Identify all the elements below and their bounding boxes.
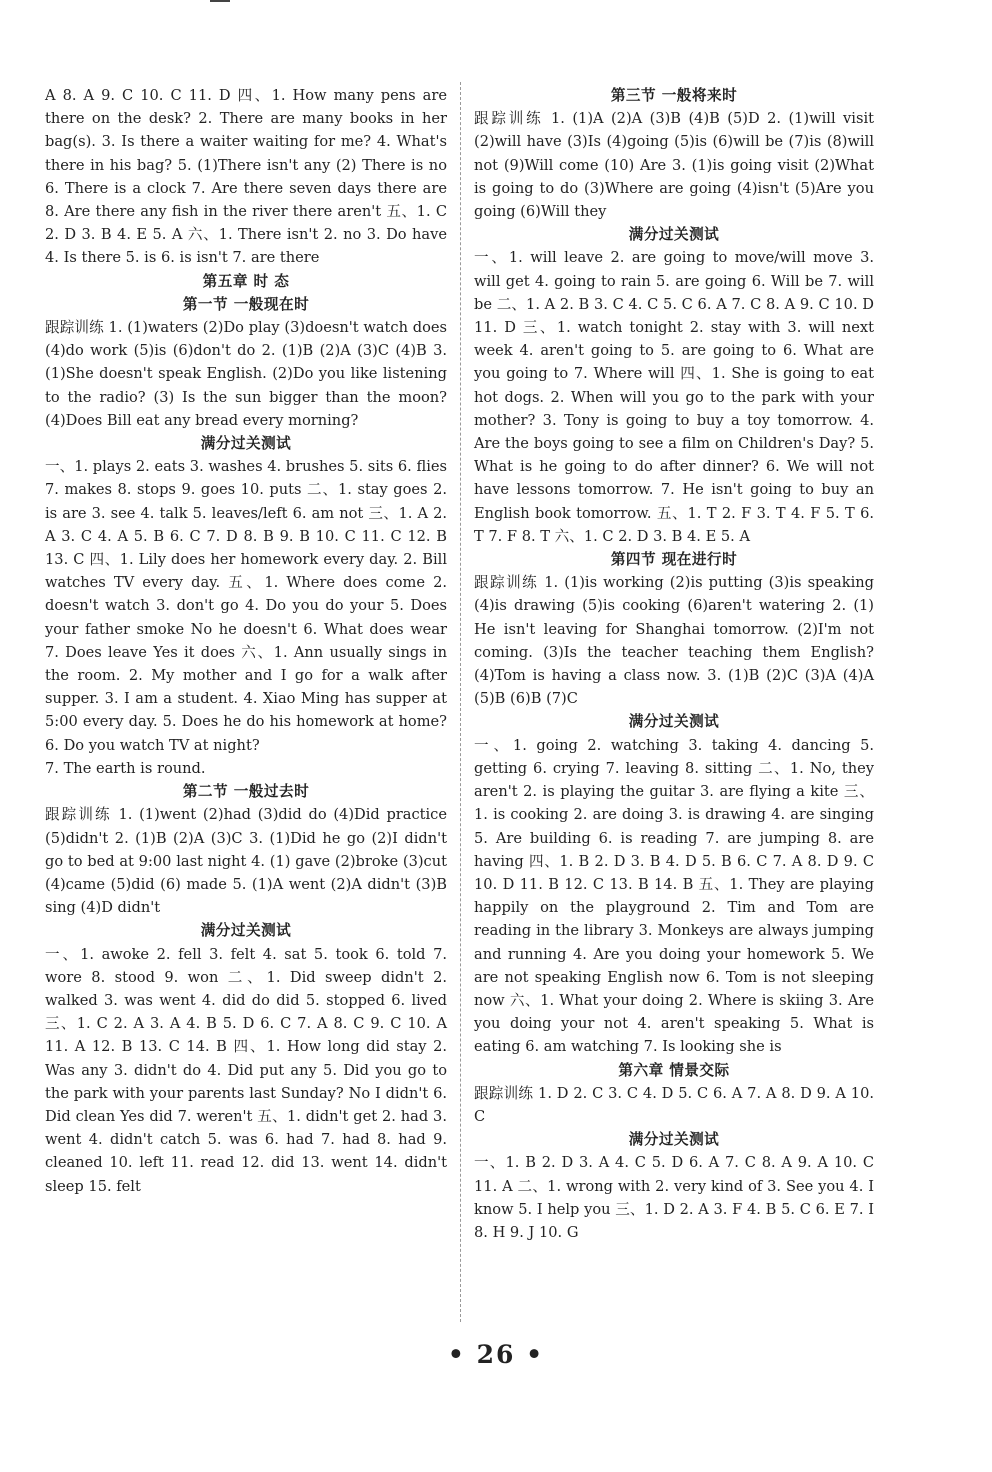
answer-block: 一、1. B 2. D 3. A 4. C 5. D 6. A 7. C 8. A 9. A 10. C 11. A 二、1. wrong with 2. very kind of 3. See you 4. I know 5. I help you 三、1. D 2. A 3. F 4. B 5. C 6. E 7. I 8. H 9. J 10. G <box>474 1154 874 1241</box>
chapter-heading: 第六章 情景交际 <box>618 1061 730 1079</box>
answer-block: 一、1. plays 2. eats 3. washes 4. brushes 5. sits 6. flies 7. makes 8. stops 9. goes 10. puts 二、1. stay goes 2. is are 3. see 4. talk 5. leaves/left 6. am not 三、1. A 2. A 3. C 4. A 5. B 6. C 7. D 8. B 9. B 10. C 11. C 12. B 13. C 四、1. Lily does her homework every day. 2. Bill watches TV every day. 五、1. Where does come 2. doesn't watch 3. don't go 4. Do you do your 5. Does your father smoke No he doesn't 6. What does wear 7. Does leave Yes it does 六、1. Ann usually sings in the room. 2. My mother and I go for a walk after supper. 3. I am a student. 4. Xiao Ming has supper at 5:00 every day. 5. Does he do his homework at home? 6. Do you watch TV at night? <box>45 458 447 754</box>
section-heading: 第一节 一般现在时 <box>182 295 310 313</box>
test-heading: 满分过关测试 <box>628 713 720 731</box>
answer-block: 跟踪训练 1. (1)A (2)A (3)B (4)B (5)D 2. (1)will visit (2)will have (3)Is (4)going (5)is (6)will be (7)is (8)will not (9)Will come (10) Are 3. (1)is going visit (2)What is going to do (3)Where are going (4)isn't (5)Are you going (6)Will they <box>474 110 874 221</box>
page-number: • 26 • <box>447 1340 545 1369</box>
answer-block: 一、1. will leave 2. are going to move/will move 3. will get 4. going to rain 5. are going 6. Will be 7. will be 二、1. A 2. B 3. C 4. C 5. C 6. A 7. C 8. A 9. C 10. D 11. D 三、1. watch tonight 2. stay with 3. will next week 4. aren't going to 5. are going to 6. What are you going to 7. Where will 四、1. She is going to eat hot dogs. 2. When will you go to the park with your mother? 3. Tony is going to buy a toy tomorrow. 4. Are the boys going to see a film on Children's Day? 5. What is he going to do after dinner? 6. We will not have lessons tomorrow. 7. He isn't going to buy an English book tomorrow. 五、1. T 2. F 3. T 4. F 5. T 6. T 7. F 8. T 六、1. C 2. D 3. B 4. E 5. A <box>474 249 874 545</box>
test-heading: 满分过关测试 <box>628 1131 720 1149</box>
answer-block: 跟踪训练 1. D 2. C 3. C 4. D 5. C 6. A 7. A 8. D 9. A 10. C <box>474 1084 874 1125</box>
section-heading: 第三节 一般将来时 <box>610 87 738 104</box>
test-heading: 满分过关测试 <box>628 226 720 244</box>
answer-block: 跟踪训练 1. (1)went (2)had (3)did do (4)Did practice (5)didn't 2. (1)B (2)A (3)C 3. (1)Did he go (2)I didn't go to bed at 9:00 last night 4. (1) gave (2)broke (3)cut (4)came (5)did (6) made 5. (1)A went (2)A didn't (3)B sing (4)D didn't <box>45 806 447 917</box>
top-mark <box>210 0 230 2</box>
answer-block: A 8. A 9. C 10. C 11. D 四、1. How many pens are there on the desk? 2. There are many books in her bag(s). 3. Is there a waiter waiting for me? 4. What's there in his bag? 5. (1)There isn't any (2) There is no 6. There is a clock 7. Are there seven days there are 8. Are there any fish in the river there aren't 五、1. C 2. D 3. B 4. E 5. A 六、1. There isn't 2. no 3. Do have 4. Is there 5. is 6. is isn't 7. are there <box>45 87 447 267</box>
test-heading: 满分过关测试 <box>200 435 292 453</box>
test-heading: 满分过关测试 <box>200 922 292 940</box>
column-divider <box>460 82 461 1322</box>
section-heading: 第二节 一般过去时 <box>182 783 310 801</box>
answer-block: 跟踪训练 1. (1)is working (2)is putting (3)is speaking (4)is drawing (5)is cooking (6)aren't watering 2. (1) He isn't leaving for Shanghai tomorrow. (2)I'm not coming. (3)Is the teacher teaching them English? (4)Tom is having a class now. 3. (1)B (2)C (3)A (4)A (5)B (6)B (7)C <box>474 574 874 708</box>
answer-block: 7. The earth is round. <box>45 759 206 777</box>
answer-block: 一、1. going 2. watching 3. taking 4. dancing 5. getting 6. crying 7. leaving 8. sitting 二、1. No, they aren't 2. is playing the guitar 3. are flying a kite 三、1. is cooking 2. are doing 3. is drawing 4. are singing 5. Are building 6. is reading 7. are jumping 8. are having 四、1. B 2. D 3. B 4. D 5. B 6. C 7. A 8. D 9. C 10. D 11. B 12. C 13. B 14. B 五、1. They are playing happily on the playground 2. Tim and Tom are reading in the library 3. Monkeys are always jumping and running 4. Are you doing your homework 5. We are not speaking English now 6. Tom is not sleeping now 六、1. What your doing 2. Where is skiing 3. Are you doing your not 4. aren't speaking 5. What is eating 6. am watching 7. Is looking she is <box>474 736 874 1056</box>
answer-block: 一、1. awoke 2. fell 3. felt 4. sat 5. took 6. told 7. wore 8. stood 9. won 二、1. Did sweep didn't 2. walked 3. was went 4. did do did 5. stopped 6. lived 三、1. C 2. A 3. A 4. B 5. D 6. C 7. A 8. C 9. C 10. A 11. A 12. B 13. C 14. B 四、1. How long did stay 2. Was any 3. didn't do 4. Did put any 5. Did you go to the park with your parents last Sunday? No I didn't 6. Did clean Yes did 7. weren't 五、1. didn't get 2. had 3. went 4. didn't catch 5. was 6. had 7. had 8. had 9. cleaned 10. left 11. read 12. did 13. went 14. didn't sleep 15. felt <box>45 945 447 1195</box>
section-heading: 第四节 现在进行时 <box>610 551 738 569</box>
right-column <box>474 84 874 1244</box>
left-column <box>45 84 447 1198</box>
answer-block: 跟踪训练 1. (1)waters (2)Do play (3)doesn't watch does (4)do work (5)is (6)don't do 2. (1)B (2)A (3)C (4)B 3. (1)She doesn't speak English. (2)Do you like listening to the radio? (3) Is the sun bigger than the moon? (4)Does Bill eat any bread every morning? <box>45 319 447 429</box>
chapter-heading: 第五章 时 态 <box>202 272 290 290</box>
